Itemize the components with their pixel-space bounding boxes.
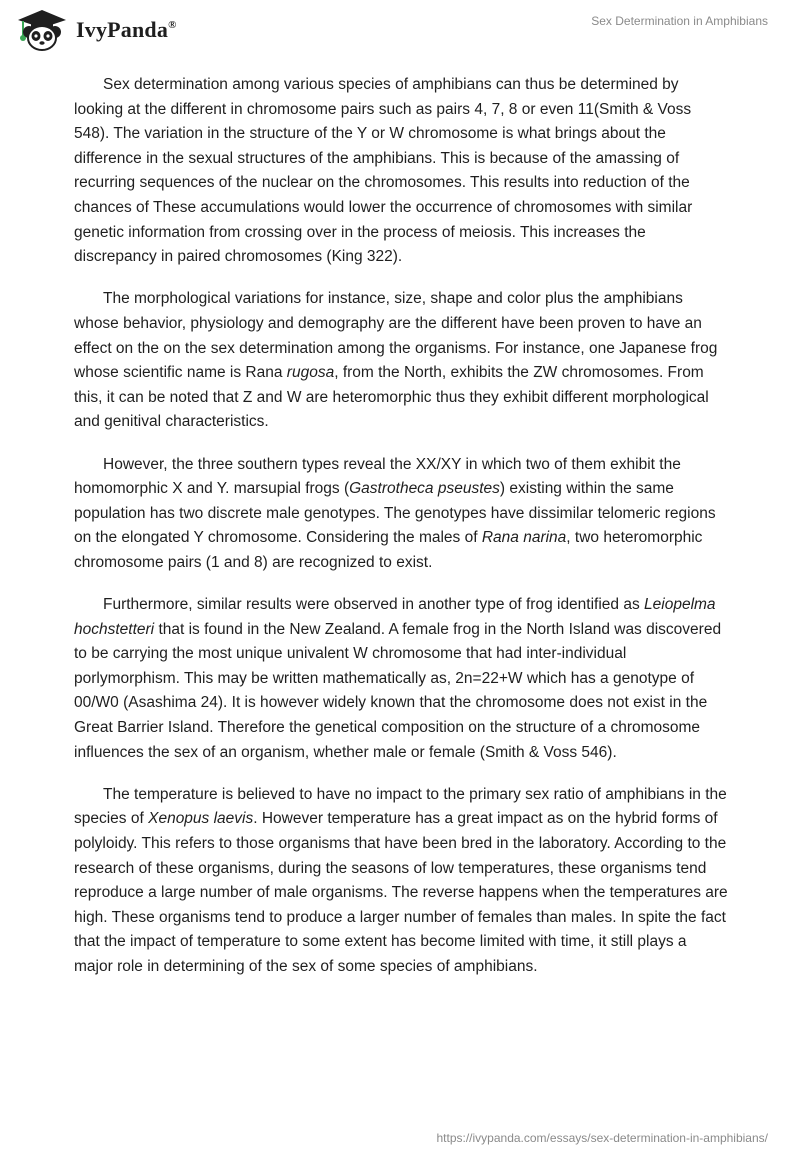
paragraph-text: Sex determination among various species of amphibians can thus be determined by looking at the different in chromosome pairs such as pairs 4, 7, 8 or even 11(Smith & Voss 548). The variation in the structure of the Y or W chromosome is what brings about the difference in the sexual structures of the amphibians. This is because of the amassing of recurring sequences of the nuclear on the chromosomes. This results into reduction of the chances of These accumulations would lower the occurrence of chromosomes with similar genetic information from crossing over in the process of meiosis. This increases the discrepancy in paired chromosomes (King 322). [74, 76, 693, 266]
paragraph-text: The temperature is believed to have no impact to the primary sex ratio of amphibians in the species of [74, 785, 727, 828]
logo-wordmark [76, 17, 177, 43]
paragraph-text: Furthermore, similar results were observed in another type of frog identified as [103, 596, 645, 614]
panda-graduate-icon [14, 8, 70, 52]
paragraph-5 [74, 783, 728, 980]
paragraph-text: The morphological variations for instance, size, shape and color plus the amphibians whose behavior, physiology and demography are the different have been proven to have an effect on the on the sex determination among the organisms. For instance, one Japanese frog whose scientific name is Rana [74, 290, 718, 382]
logo-registered-mark: ® [168, 19, 177, 31]
essay-body [74, 73, 728, 997]
paragraph-text: . However temperature has a great impact as on the hybrid forms of polyloidy. This refers to those organisms that have been bred in the laboratory. According to the research of these organisms, during the seasons of low temperatures, these organisms tend reproduce a large number of male organisms. The reverse happens when the temperatures are high. These organisms tend to produce a larger number of females than males. In spite the fact that the impact of temperature to some extent has become limited with time, it still plays a major role in determining of the sex of some species of amphibians. [74, 810, 728, 975]
paragraph-3 [74, 453, 728, 576]
species-name: rugosa [286, 364, 335, 382]
source-url[interactable]: https://ivypanda.com/essays/sex-determination-in-amphibians/ [436, 1131, 768, 1145]
paragraph-text: , two heteromorphic chromosome pairs (1 and 8) are recognized to exist. [74, 529, 703, 571]
paragraph-text: , from the North, exhibits the ZW chromosomes. From this, it can be noted that Z and W are heteromorphic thus they exhibit different morphological and genitival characteristics. [74, 364, 709, 431]
ivypanda-logo[interactable] [14, 8, 177, 52]
paragraph-1 [74, 73, 728, 270]
document-title: Sex Determination in Amphibians [591, 14, 768, 28]
species-name: Leiopelma hochstetteri [74, 596, 716, 638]
paragraph-text: However, the three southern types reveal the XX/XY in which two of them exhibit the homomorphic X and Y. marsupial frogs ( [74, 455, 681, 498]
paragraph-4 [74, 593, 728, 765]
paragraph-text: that is found in the New Zealand. A female frog in the North Island was discovered to be carrying the most unique univalent W chromosome that had inter-individual porlymorphism. This may be written mathematically as, 2n=22+W which has a genotype of 00/W0 (Asashima 24). It is however widely known that the chromosome does not exist in the Great Barrier Island. Therefore the genetical composition on the structure of a chromosome influences the sex of an organism, whether male or female (Smith & Voss 546). [74, 620, 722, 761]
paragraph-2 [74, 287, 728, 435]
species-name: Gastrotheca pseustes [349, 480, 500, 498]
species-name: Rana narina [481, 529, 567, 547]
logo-name: IvyPanda [76, 17, 169, 42]
page-header [0, 0, 800, 64]
species-name: Xenopus laevis [148, 810, 254, 828]
paragraph-text: ) existing within the same population has two discrete male genotypes. The genotypes have dissimilar telomeric regions on the elongated Y chromosome. Considering the males of [74, 480, 716, 547]
